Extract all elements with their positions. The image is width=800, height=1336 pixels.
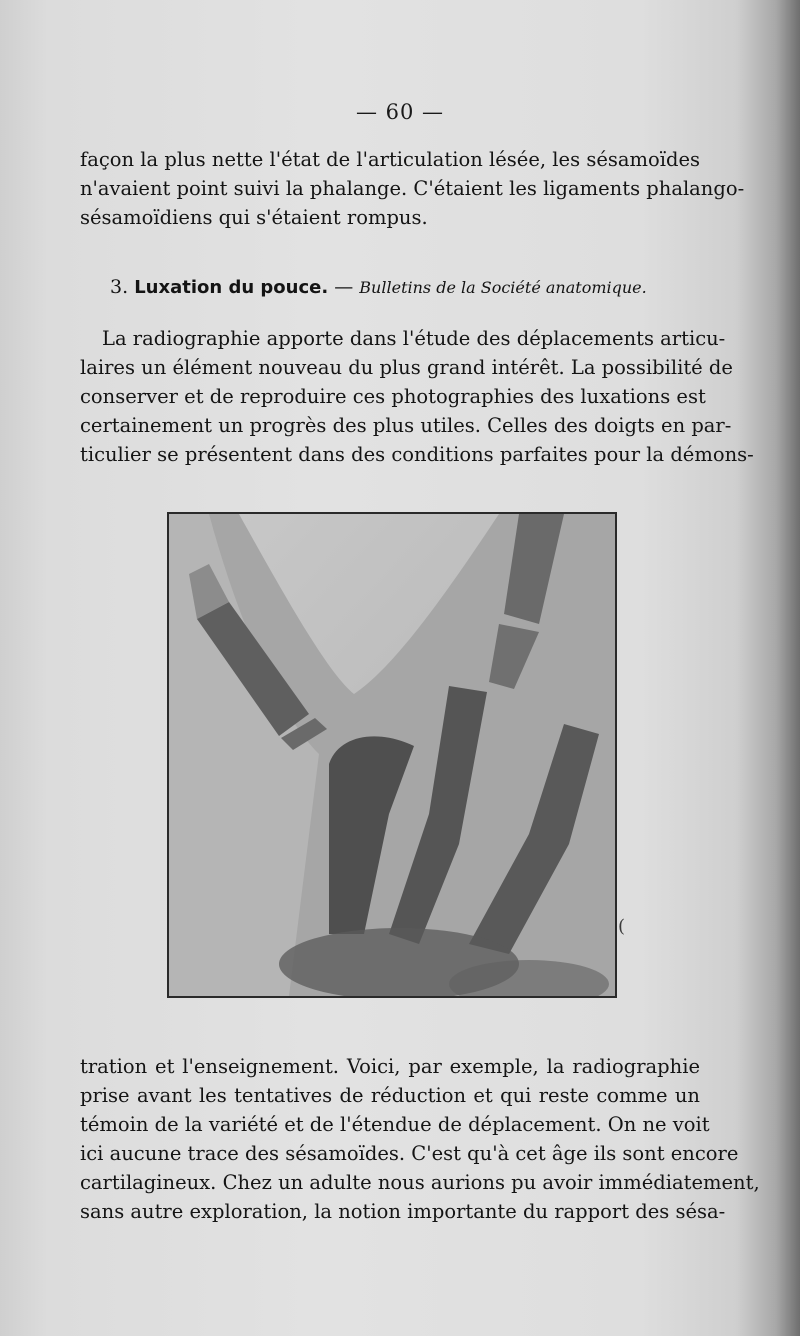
text-line: laires un élément nouveau du plus grand intérêt. La possibilité de (80, 356, 733, 379)
text-line: La radiographie apporte dans l'étude des déplacements articu- (102, 327, 726, 350)
text-line: n'avaient point suivi la phalange. C'étaient les ligaments phalango- (80, 177, 745, 200)
xray-figure (167, 512, 617, 998)
text-line: cartilagineux. Chez un adulte nous aurions pu avoir immédiatement, (80, 1171, 760, 1194)
section-number: 3. (110, 276, 129, 298)
section-dash: — (334, 276, 354, 298)
text-line: certainement un progrès des plus utiles. Celles des doigts en par- (80, 414, 732, 437)
paragraph-3 (80, 1052, 760, 1226)
xray-image (169, 514, 615, 996)
section-source: Bulletins de la Société anatomique. (359, 278, 647, 297)
text-line: façon la plus nette l'état de l'articulation lésée, les sésamoïdes (80, 148, 700, 171)
stray-mark: ( (618, 916, 626, 937)
paragraph-1 (80, 145, 745, 232)
text-line: prise avant les tentatives de réduction et qui reste comme un (80, 1084, 700, 1107)
text-line: tration et l'enseignement. Voici, par exemple, la radiographie (80, 1055, 700, 1078)
section-title: Luxation du pouce. (134, 277, 329, 298)
text-line: conserver et de reproduire ces photographies des luxations est (80, 385, 706, 408)
text-line: témoin de la variété et de l'étendue de déplacement. On ne voit (80, 1113, 710, 1136)
text-line: ici aucune trace des sésamoïdes. C'est qu'à cet âge ils sont encore (80, 1142, 739, 1165)
text-line: sans autre exploration, la notion importante du rapport des sésa- (80, 1200, 726, 1223)
page-number: — 60 — (355, 100, 445, 124)
text-line: ticulier se présentent dans des conditions parfaites pour la démons- (80, 443, 754, 466)
paragraph-2 (80, 324, 754, 469)
section-heading (110, 276, 647, 298)
text-line: sésamoïdiens qui s'étaient rompus. (80, 206, 428, 229)
